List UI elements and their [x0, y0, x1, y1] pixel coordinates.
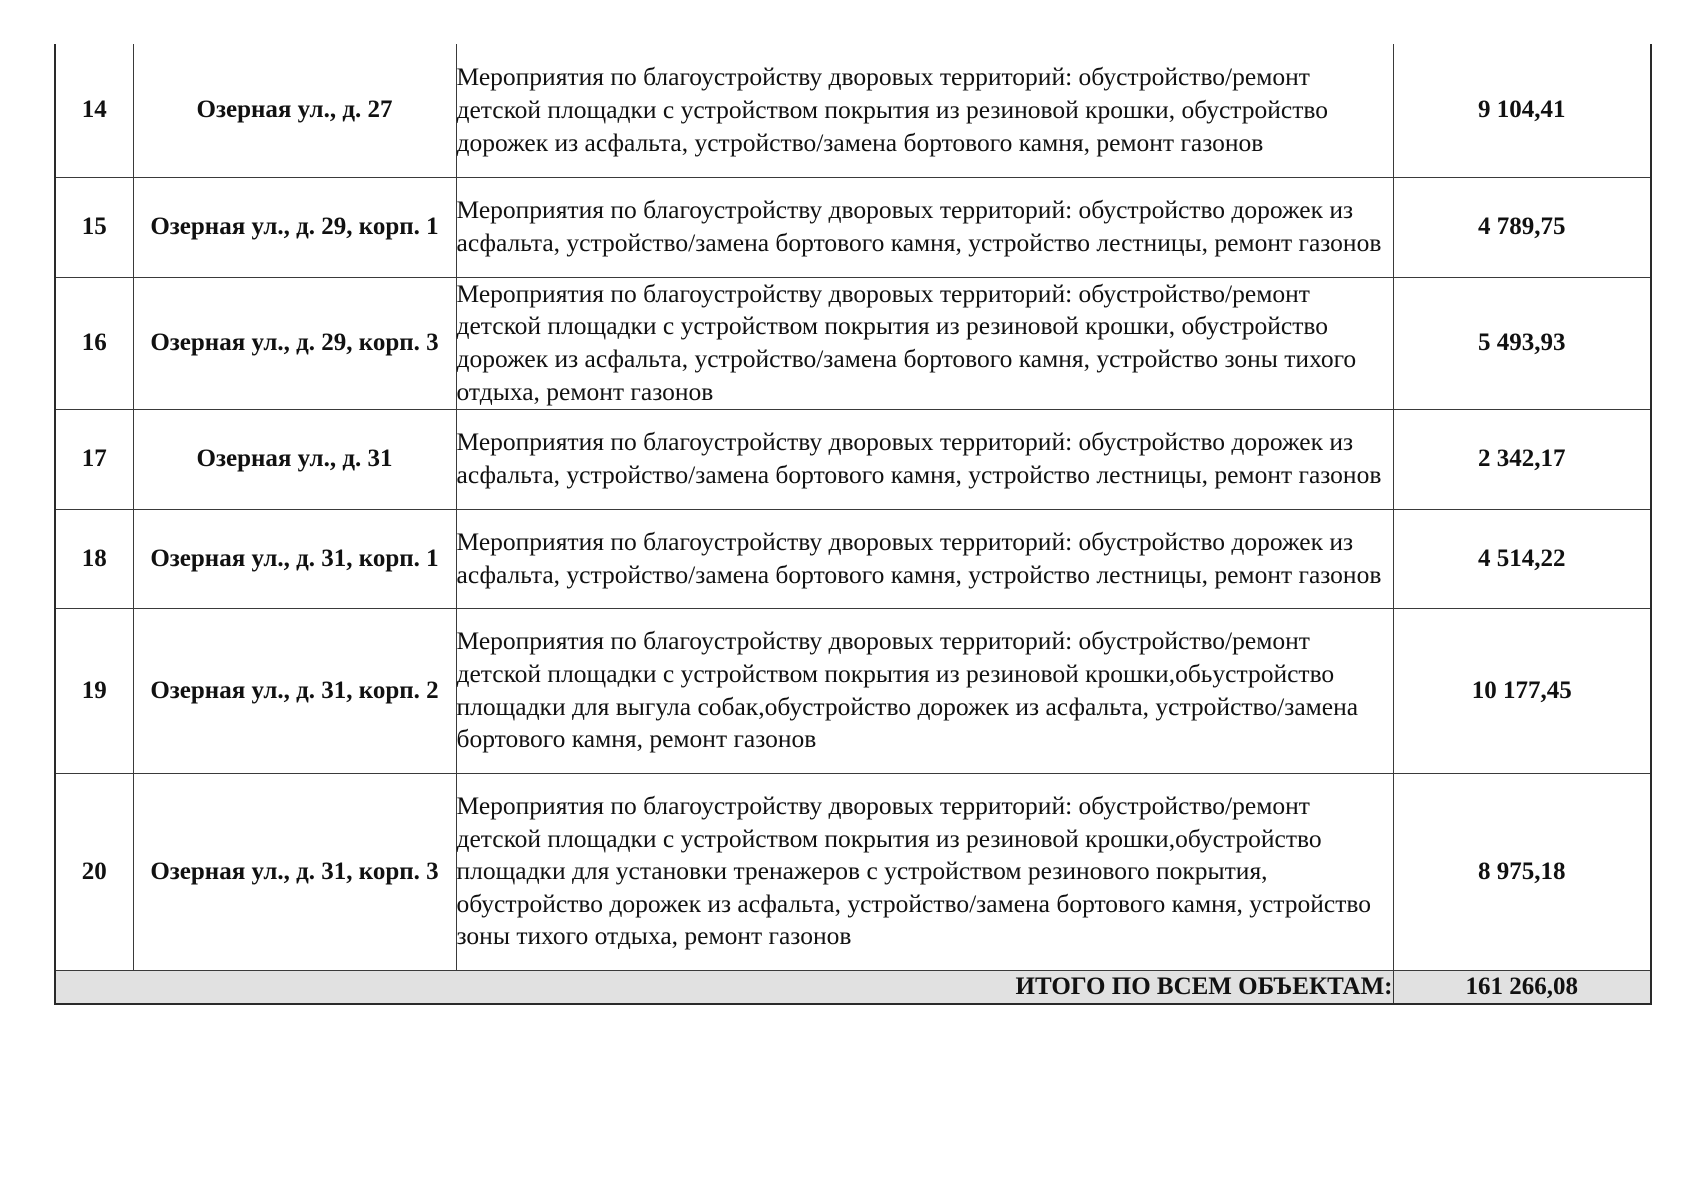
- table-row: [55, 773, 1651, 970]
- works-table-body: [55, 44, 1651, 1004]
- table-row: [55, 44, 1651, 177]
- description-cell: Мероприятия по благоустройству дворовых территорий: обустройство дорожек из асфальта, устройство/замена бортового камня, устройство лестницы, ремонт газонов: [456, 177, 1393, 277]
- address-cell: Озерная ул., д. 29, корп. 3: [133, 277, 456, 409]
- address-cell: Озерная ул., д. 31, корп. 2: [133, 608, 456, 773]
- total-amount: 161 266,08: [1393, 970, 1651, 1004]
- row-number: 14: [55, 44, 133, 177]
- amount-cell: 10 177,45: [1393, 608, 1651, 773]
- table-row: [55, 277, 1651, 409]
- row-number: 18: [55, 509, 133, 608]
- total-label: ИТОГО ПО ВСЕМ ОБЪЕКТАМ:: [55, 970, 1393, 1004]
- document-page: [54, 44, 1650, 1005]
- row-number: 19: [55, 608, 133, 773]
- address-cell: Озерная ул., д. 31, корп. 3: [133, 773, 456, 970]
- total-row: [55, 970, 1651, 1004]
- description-cell: Мероприятия по благоустройству дворовых территорий: обустройство/ремонт детской площадки с устройством покрытия из резиновой крошки,обьустройство площадки для выгула собак,обустройство дорожек из асфальта, устройство/замена бортового камня, ремонт газонов: [456, 608, 1393, 773]
- address-cell: Озерная ул., д. 29, корп. 1: [133, 177, 456, 277]
- table-row: [55, 608, 1651, 773]
- row-number: 17: [55, 409, 133, 509]
- table-row: [55, 409, 1651, 509]
- address-cell: Озерная ул., д. 31, корп. 1: [133, 509, 456, 608]
- amount-cell: 2 342,17: [1393, 409, 1651, 509]
- address-cell: Озерная ул., д. 31: [133, 409, 456, 509]
- amount-cell: 4 789,75: [1393, 177, 1651, 277]
- table-row: [55, 177, 1651, 277]
- works-table: [54, 44, 1652, 1005]
- amount-cell: 9 104,41: [1393, 44, 1651, 177]
- row-number: 15: [55, 177, 133, 277]
- amount-cell: 4 514,22: [1393, 509, 1651, 608]
- address-cell: Озерная ул., д. 27: [133, 44, 456, 177]
- description-cell: Мероприятия по благоустройству дворовых территорий: обустройство дорожек из асфальта, устройство/замена бортового камня, устройство лестницы, ремонт газонов: [456, 409, 1393, 509]
- row-number: 20: [55, 773, 133, 970]
- description-cell: Мероприятия по благоустройству дворовых территорий: обустройство дорожек из асфальта, устройство/замена бортового камня, устройство лестницы, ремонт газонов: [456, 509, 1393, 608]
- row-number: 16: [55, 277, 133, 409]
- table-row: [55, 509, 1651, 608]
- amount-cell: 8 975,18: [1393, 773, 1651, 970]
- amount-cell: 5 493,93: [1393, 277, 1651, 409]
- description-cell: Мероприятия по благоустройству дворовых территорий: обустройство/ремонт детской площадки с устройством покрытия из резиновой крошки, обустройство дорожек из асфальта, устройство/замена бортового камня, ремонт газонов: [456, 44, 1393, 177]
- description-cell: Мероприятия по благоустройству дворовых территорий: обустройство/ремонт детской площадки с устройством покрытия из резиновой крошки,обустройство площадки для установки тренажеров с устройством резинового покрытия, обустройство дорожек из асфальта, устройство/замена бортового камня, устройство зоны тихого отдыха, ремонт газонов: [456, 773, 1393, 970]
- description-cell: Мероприятия по благоустройству дворовых территорий: обустройство/ремонт детской площадки с устройством покрытия из резиновой крошки, обустройство дорожек из асфальта, устройство/замена бортового камня, устройство зоны тихого отдыха, ремонт газонов: [456, 277, 1393, 409]
